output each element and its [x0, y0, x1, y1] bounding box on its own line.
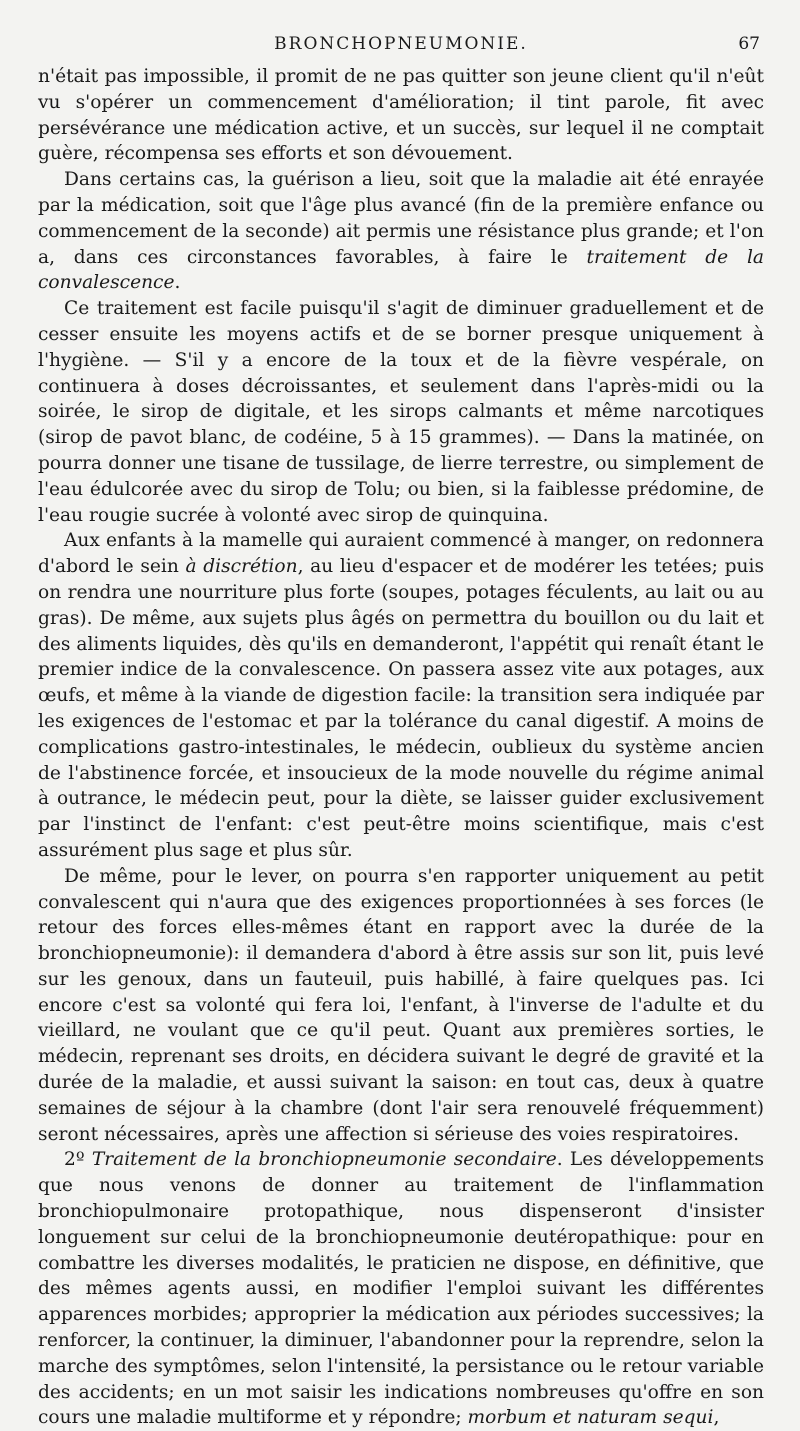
text-run: . — [174, 272, 181, 294]
text-run: 2º — [64, 1149, 92, 1171]
running-head — [38, 34, 764, 64]
paragraph — [38, 296, 764, 528]
italic-text: Traitement de la bronchiopneumonie secondaire — [91, 1149, 557, 1171]
text-run: Aux enfants à la mamelle qui auraient commencé à manger, on redonnera d'abord le sein — [38, 530, 764, 578]
paragraph — [38, 1147, 764, 1431]
page-number: 67 — [738, 34, 760, 54]
text-run: De même, pour le lever, on pourra s'en rapporter uniquement au petit convalescent qui n'aura que des exigences proportionnées à ses forces (le retour des forces elles-mêmes étant en rapport avec la durée de la bronchiopneumonie): il demandera d'abord à être assis sur son lit, puis levé sur les genoux, dans un fauteuil, puis habillé, à faire quelques pas. Ici encore c'est sa volonté qui fera loi, l'enfant, à l'inverse de l'adulte et du vieillard, ne voulant que ce qu'il peut. Quant aux premières sorties, le médecin, reprenant ses droits, en décidera suivant le degré de gravité et la durée de la maladie, et aussi suivant la saison: en tout cas, deux à quatre semaines de séjour à la chambre (dont l'air sera renouvelé fréquemment) seront nécessaires, après une affection si sérieuse des voies respiratoires. — [38, 865, 764, 1145]
body-text — [38, 64, 764, 1431]
italic-text: à discrétion — [185, 556, 298, 578]
running-title: BRONCHOPNEUMONIE. — [274, 34, 528, 54]
paragraph — [38, 167, 764, 296]
italic-text: traitement de la convalescence — [38, 246, 764, 294]
text-run: Ce traitement est facile puisqu'il s'agit de diminuer graduellement et de cesser ensuite les moyens actifs et de se borner presque uniquement à l'hygiène. — S'il y a encore de la toux et de la fièvre vespérale, on continuera à doses décroissantes, et seulement dans l'après-midi ou la soirée, le sirop de digitale, et les sirops calmants et même narcotiques (sirop de pavot blanc, de codéine, 5 à 15 grammes). — Dans la matinée, on pourra donner une tisane de tussilage, de lierre terrestre, ou simplement de l'eau édulcorée avec du sirop de Tolu; ou bien, si la faiblesse prédomine, de l'eau rougie sucrée à volonté avec sirop de quinquina. — [38, 298, 764, 526]
text-run: Dans certains cas, la guérison a lieu, soit que la maladie ait été enrayée par la médication, soit que l'âge plus avancé (fin de la première enfance ou commencement de la seconde) ait permis une résistance plus grande; et l'on a, dans ces circonstances favorables, à faire le — [38, 169, 764, 268]
text-run: , — [713, 1407, 720, 1429]
paragraph — [38, 528, 764, 863]
text-run: . Les développements que nous venons de donner au traitement de l'inflammation bronchiopulmonaire protopathique, nous dispenseront d'insister longuement sur celui de la bronchiopneumonie deutéropathique: pour en combattre les diverses modalités, le praticien ne dispose, en définitive, que des mêmes agents aussi, en modifier l'emploi suivant les différentes apparences morbides; approprier la médication aux périodes successives; la renforcer, la continuer, la diminuer, l'abandonner pour la reprendre, selon la marche des symptômes, selon l'intensité, la persistance ou le retour variable des accidents; en un mot saisir les indications nombreuses qu'offre en son cours une maladie multiforme et y répondre; — [38, 1149, 764, 1429]
paragraph — [38, 64, 764, 167]
paragraph — [38, 864, 764, 1148]
text-run: n'était pas impossible, il promit de ne pas quitter son jeune client qu'il n'eût vu s'opérer un commencement d'amélioration; il tint parole, fit avec persévérance une médication active, et un succès, sur lequel il ne comptait guère, récompensa ses efforts et son dévouement. — [38, 66, 764, 165]
text-run: , au lieu d'espacer et de modérer les tetées; puis on rendra une nourriture plus forte (soupes, potages féculents, au lait ou au gras). De même, aux sujets plus âgés on permettra du bouillon ou du lait et des aliments liquides, dès qu'ils en demanderont, l'appétit qui renaît étant le premier indice de la convalescence. On passera assez vite aux potages, aux œufs, et même à la viande de digestion facile: la transition sera indiquée par les exigences de l'estomac et par la tolérance du canal digestif. A moins de complications gastro-intestinales, le médecin, oublieux du système ancien de l'abstinence forcée, et insoucieux de la mode nouvelle du régime animal à outrance, le médecin peut, pour la diète, se laisser guider exclusivement par l'instinct de l'enfant: c'est peut-être moins scientifique, mais c'est assurément plus sage et plus sûr. — [38, 556, 765, 861]
italic-text: morbum et naturam sequi — [467, 1407, 714, 1429]
